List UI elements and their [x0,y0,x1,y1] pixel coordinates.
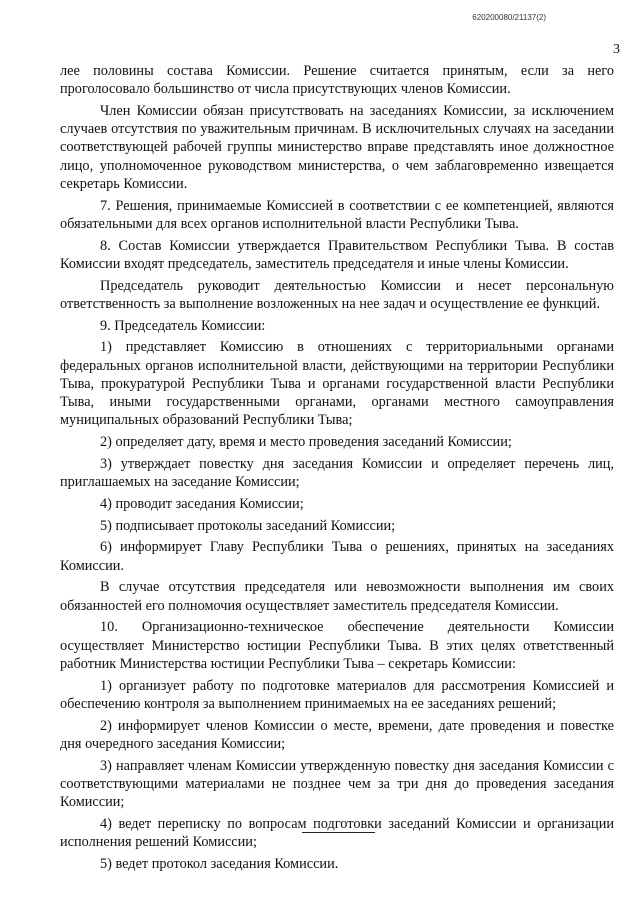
paragraph-item-8: 8. Состав Комиссии утверждается Правительством Республики Тыва. В состав Комиссии входят председатель, заместитель председателя и иные члены Комиссии. [60,237,614,272]
document-code: 620200080/21137(2) [472,13,546,22]
list-item: 4) проводит заседания Комиссии; [100,495,304,512]
page-number: 3 [613,42,620,57]
paragraph: Председатель руководит деятельностью Комиссии и несет персональную ответственность за выполнение возложенных на нее задач и осуществление ее функций. [60,277,614,312]
document-body [60,62,614,877]
list-item: 1) представляет Комиссию в отношениях с территориальными органами федеральных органов исполнительной власти, действующими на территории Республики Тыва, прокуратурой Республики Тыва и органами государственной власти Республики Тыва, иными государственными органами, органами местного самоуправления муниципальных образований Республики Тыва; [60,339,614,429]
list-item: 1) организует работу по подготовке материалов для рассмотрения Комиссией и обеспечению контроля за выполнением принимаемых на ее заседаниях решений; [60,677,614,712]
list-item: 3) утверждает повестку дня заседания Комиссии и определяет перечень лиц, приглашаемых на заседание Комиссии; [60,455,614,491]
paragraph-item-10: 10. Организационно-техническое обеспечение деятельности Комиссии осуществляет Министерство юстиции Республики Тыва. В этих целях ответственный работник Министерства юстиции Республики Тыва – секретарь Комиссии: [60,619,614,672]
paragraph-item-9: 9. Председатель Комиссии: [100,317,266,334]
list-item: 5) ведет протокол заседания Комиссии. [100,855,339,872]
paragraph-continuation: лее половины состава Комиссии. Решение считается принятым, если за него проголосовало большинство от числа присутствующих членов Комиссии. [60,63,614,98]
list-item: 4) ведет переписку по вопросам подготовки заседаний Комиссии и организации исполнения решений Комиссии; [60,815,614,851]
list-item: 2) информирует членов Комиссии о месте, времени, дате проведения и повестке дня очередного заседания Комиссии; [60,717,614,752]
paragraph: Член Комиссии обязан присутствовать на заседаниях Комиссии, за исключением случаев отсутствия по уважительным причинам. В исключительных случаях на заседании соответствующей рабочей группы министерство вправе представлять иное должностное лицо, уполномоченное руководством министерства, о чем заблаговременно извещается секретарь Комиссии. [60,103,614,192]
list-item: 6) информирует Главу Республики Тыва о решениях, принятых на заседаниях Комиссии. [60,539,614,574]
list-item: 5) подписывает протоколы заседаний Комиссии; [100,517,396,534]
paragraph-item-7: 7. Решения, принимаемые Комиссией в соответствии с ее компетенцией, являются обязательными для всех органов исполнительной власти Республики Тыва. [60,197,614,232]
paragraph: В случае отсутствия председателя или невозможности выполнения им своих обязанностей его полномочия осуществляет заместитель председателя Комиссии. [60,579,614,614]
list-item: 2) определяет дату, время и место проведения заседаний Комиссии; [100,434,512,451]
end-divider [302,832,375,833]
list-item: 3) направляет членам Комиссии утвержденную повестку дня заседания Комиссии с соответствующими материалами не позднее чем за три дня до проведения заседания Комиссии; [60,757,614,811]
